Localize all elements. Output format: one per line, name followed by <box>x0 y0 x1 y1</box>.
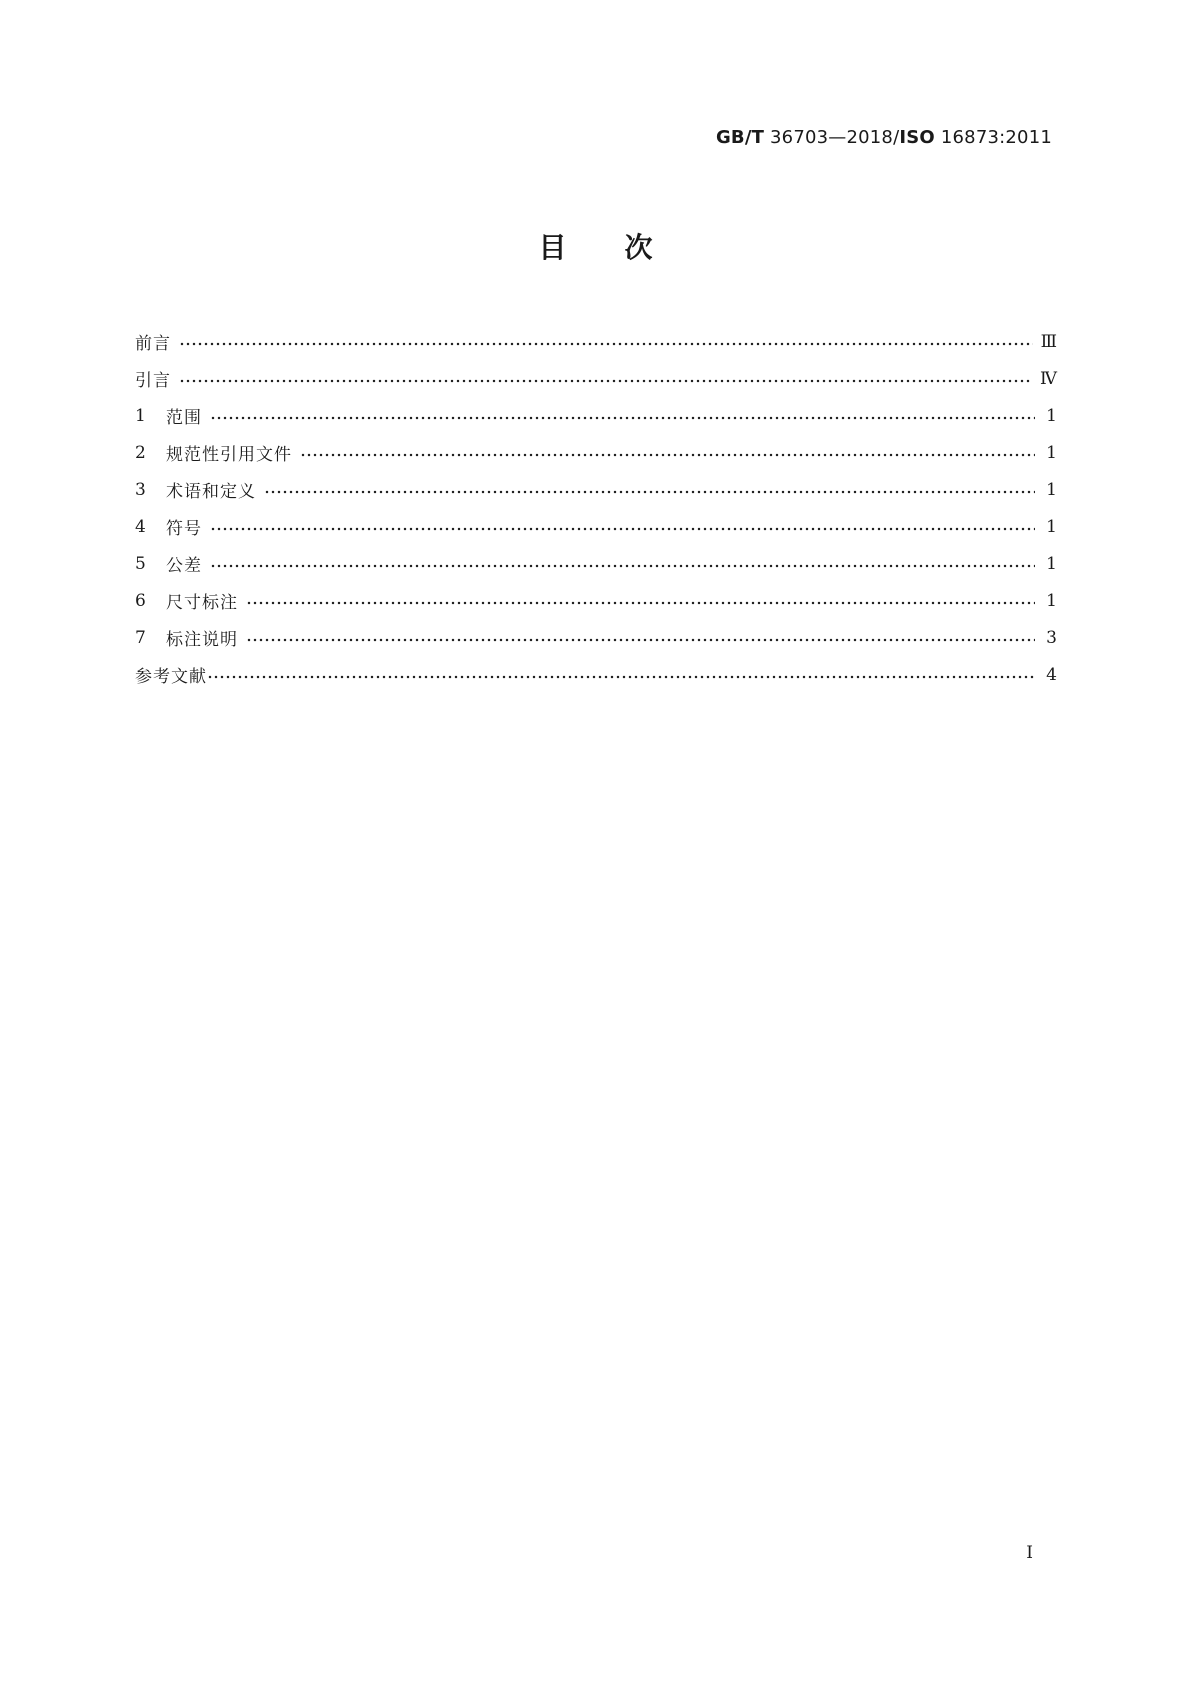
toc-entry-number: 2 <box>135 442 146 463</box>
toc-leader-dots <box>210 408 1035 428</box>
toc-leader-dots <box>246 593 1035 613</box>
toc-entry-foreword[interactable] <box>135 323 1057 360</box>
toc-entry-label: 符号 <box>166 519 202 539</box>
toc-entry-page: 1 <box>1046 442 1057 463</box>
iso-prefix: ISO <box>899 127 935 148</box>
toc-entry-designation[interactable] <box>135 619 1057 656</box>
std-number: 36703—2018/ <box>770 127 900 148</box>
toc-entry-symbols[interactable] <box>135 508 1057 545</box>
toc-entry-label: 术语和定义 <box>166 482 256 502</box>
toc-entry-scope[interactable] <box>135 397 1057 434</box>
toc-leader-dots <box>179 334 1033 354</box>
toc-entry-number: 4 <box>135 516 146 537</box>
toc-entry-introduction[interactable] <box>135 360 1057 397</box>
toc-entry-normative-references[interactable] <box>135 434 1057 471</box>
toc-entry-bibliography[interactable] <box>135 656 1057 693</box>
std-prefix: GB/T <box>715 127 765 148</box>
toc-entry-page: 1 <box>1046 516 1057 537</box>
toc-entry-page: 1 <box>1046 479 1057 500</box>
toc-entry-label: 标注说明 <box>166 630 238 650</box>
toc-entry-number: 3 <box>135 479 146 500</box>
toc-entry-label: 前言 <box>135 334 171 354</box>
toc-entry-page: 1 <box>1046 553 1057 574</box>
toc-leader-dots <box>210 556 1035 576</box>
toc-entry-label: 规范性引用文件 <box>166 445 292 465</box>
toc-entry-tolerances[interactable] <box>135 545 1057 582</box>
toc-entry-page: Ⅳ <box>1040 368 1057 389</box>
page-number: Ⅰ <box>1026 1543 1033 1563</box>
toc-entry-page: 3 <box>1046 627 1057 648</box>
toc-entry-label: 引言 <box>135 371 171 391</box>
toc-leader-dots <box>179 371 1032 391</box>
toc-entry-label: 范围 <box>166 408 202 428</box>
toc-entry-number: 5 <box>135 553 146 574</box>
toc-leader-dots <box>210 519 1035 539</box>
toc-leader-dots <box>264 482 1035 502</box>
toc-entry-page: Ⅲ <box>1040 331 1057 352</box>
toc-entry-label: 参考文献 <box>135 667 207 687</box>
toc-entry-number: 1 <box>135 405 146 426</box>
toc-entry-number: 7 <box>135 627 146 648</box>
toc-entry-page: 1 <box>1046 405 1057 426</box>
toc-leader-dots <box>207 667 1035 687</box>
page-title: 目次 <box>538 231 711 264</box>
toc-entry-label: 公差 <box>166 556 202 576</box>
toc-entry-page: 1 <box>1046 590 1057 611</box>
standard-code <box>716 127 1052 148</box>
table-of-contents <box>135 323 1057 693</box>
toc-entry-page: 4 <box>1046 664 1057 685</box>
toc-leader-dots <box>246 630 1035 650</box>
toc-entry-number: 6 <box>135 590 146 611</box>
toc-entry-dimensioning[interactable] <box>135 582 1057 619</box>
toc-entry-terms-definitions[interactable] <box>135 471 1057 508</box>
toc-entry-label: 尺寸标注 <box>166 593 238 613</box>
iso-number: 16873:2011 <box>940 127 1052 148</box>
toc-leader-dots <box>300 445 1035 465</box>
